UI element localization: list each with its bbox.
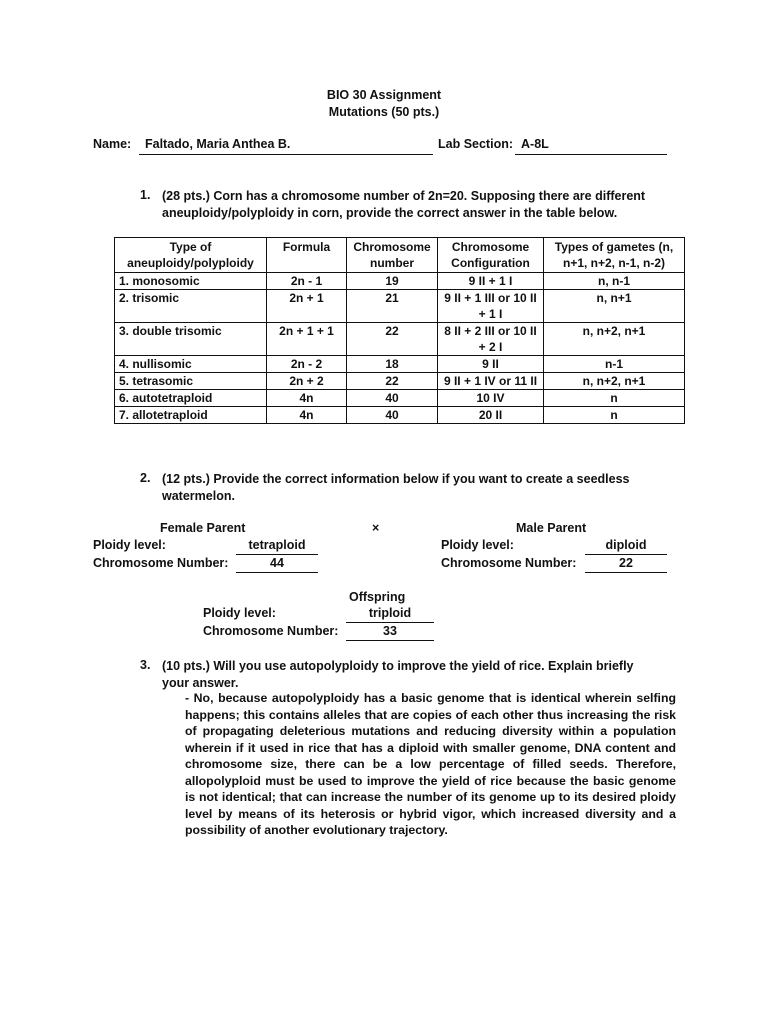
female-ploidy-value: tetraploid: [236, 538, 318, 555]
cell-type: 6. autotetraploid: [115, 390, 267, 407]
male-ploidy-value: diploid: [585, 538, 667, 555]
table-header-row: [115, 238, 685, 273]
cell-number: 21: [347, 290, 438, 323]
cell-type: 7. allotetraploid: [115, 407, 267, 424]
table-row: [115, 323, 685, 356]
cell-configuration: 20 II: [438, 407, 544, 424]
lab-section-value: A-8L: [515, 137, 667, 155]
table-row: [115, 356, 685, 373]
male-ploidy-label: Ploidy level:: [441, 538, 514, 552]
offspring-ploidy-label: Ploidy level:: [203, 606, 276, 620]
female-ploidy-label: Ploidy level:: [93, 538, 166, 552]
male-chromosome-value: 22: [585, 556, 667, 573]
cell-number: 22: [347, 323, 438, 356]
male-parent-heading: Male Parent: [516, 521, 587, 535]
cell-formula: 2n + 1: [267, 290, 347, 323]
cell-number: 22: [347, 373, 438, 390]
cell-formula: 2n - 1: [267, 273, 347, 290]
q3-text: (10 pts.) Will you use autopolyploidy to improve the yield of rice. Explain briefly your answer.: [162, 659, 634, 690]
table-row: [115, 373, 685, 390]
q1-text: (28 pts.) Corn has a chromosome number of 2n=20. Supposing there are different aneuploidy/polyploidy in corn, provide the correct answer in the table below.: [162, 189, 646, 220]
table-row: [115, 273, 685, 290]
offspring-chromosome-value: 33: [346, 624, 434, 641]
q3-number: 3.: [140, 658, 151, 672]
header-gametes: Types of gametes (n, n+1, n+2, n-1, n-2): [544, 238, 685, 273]
q3-answer: - No, because autopolyploidy has a basic genome that is identical wherein selfing happens; this contains alleles that are copies of each other thus increasing the risk of propagating deleterious mutations and reducing diversity within a population wherein if it used in rice that has a diploid with smaller genome, DNA content and chromosome size, there can be a low percentage of filled seeds. Therefore, allopolyploid must be used to improve the yield of rice because the basic genome is not identical; that can increase the number of its genome up to its desired ploidy level by means of its heterosis or hybrid vigor, which increased diversity and a possibility of another evolutionary trajectory.: [185, 691, 676, 837]
cell-type: 2. trisomic: [115, 290, 267, 323]
name-value: Faltado, Maria Anthea B.: [139, 137, 433, 155]
assignment-title: BIO 30 Assignment: [326, 88, 442, 102]
cell-number: 19: [347, 273, 438, 290]
cell-configuration: 9 II: [438, 356, 544, 373]
cell-configuration: 9 II + 1 IV or 11 II: [438, 373, 544, 390]
cell-gametes: n, n+2, n+1: [544, 323, 685, 356]
table-row: [115, 407, 685, 424]
cell-configuration: 9 II + 1 I: [438, 273, 544, 290]
cell-type: 1. monosomic: [115, 273, 267, 290]
cell-gametes: n-1: [544, 356, 685, 373]
cell-number: 40: [347, 407, 438, 424]
mutation-table: [114, 237, 685, 424]
cell-configuration: 10 IV: [438, 390, 544, 407]
cell-formula: 4n: [267, 390, 347, 407]
header-configuration: Chromosome Configuration: [438, 238, 544, 273]
cell-formula: 2n + 1 + 1: [267, 323, 347, 356]
cell-gametes: n, n-1: [544, 273, 685, 290]
cell-gametes: n, n+2, n+1: [544, 373, 685, 390]
q2-text: (12 pts.) Provide the correct information below if you want to create a seedless watermelon.: [162, 472, 630, 503]
assignment-subtitle: Mutations (50 pts.): [328, 105, 440, 119]
offspring-ploidy-value: triploid: [346, 606, 434, 623]
q2-number: 2.: [140, 471, 151, 485]
header-formula: Formula: [267, 238, 347, 273]
cell-gametes: n: [544, 390, 685, 407]
cell-formula: 2n - 2: [267, 356, 347, 373]
female-parent-heading: Female Parent: [160, 521, 246, 535]
cross-symbol: ×: [372, 521, 380, 535]
lab-section-label: Lab Section:: [438, 137, 514, 151]
cell-number: 18: [347, 356, 438, 373]
cell-configuration: 9 II + 1 III or 10 II + 1 I: [438, 290, 544, 323]
male-chromosome-label: Chromosome Number:: [441, 556, 577, 570]
cell-formula: 4n: [267, 407, 347, 424]
table-row: [115, 390, 685, 407]
cell-gametes: n: [544, 407, 685, 424]
cell-type: 5. tetrasomic: [115, 373, 267, 390]
table-row: [115, 290, 685, 323]
cell-configuration: 8 II + 2 III or 10 II + 2 I: [438, 323, 544, 356]
cell-gametes: n, n+1: [544, 290, 685, 323]
offspring-chromosome-label: Chromosome Number:: [203, 624, 339, 638]
offspring-heading: Offspring: [349, 590, 406, 604]
cell-type: 3. double trisomic: [115, 323, 267, 356]
q1-number: 1.: [140, 188, 151, 202]
cell-type: 4. nullisomic: [115, 356, 267, 373]
female-chromosome-label: Chromosome Number:: [93, 556, 229, 570]
header-type: Type of aneuploidy/polyploidy: [115, 238, 267, 273]
name-label: Name:: [93, 137, 132, 151]
cell-formula: 2n + 2: [267, 373, 347, 390]
header-chromosome-number: Chromosome number: [347, 238, 438, 273]
female-chromosome-value: 44: [236, 556, 318, 573]
cell-number: 40: [347, 390, 438, 407]
